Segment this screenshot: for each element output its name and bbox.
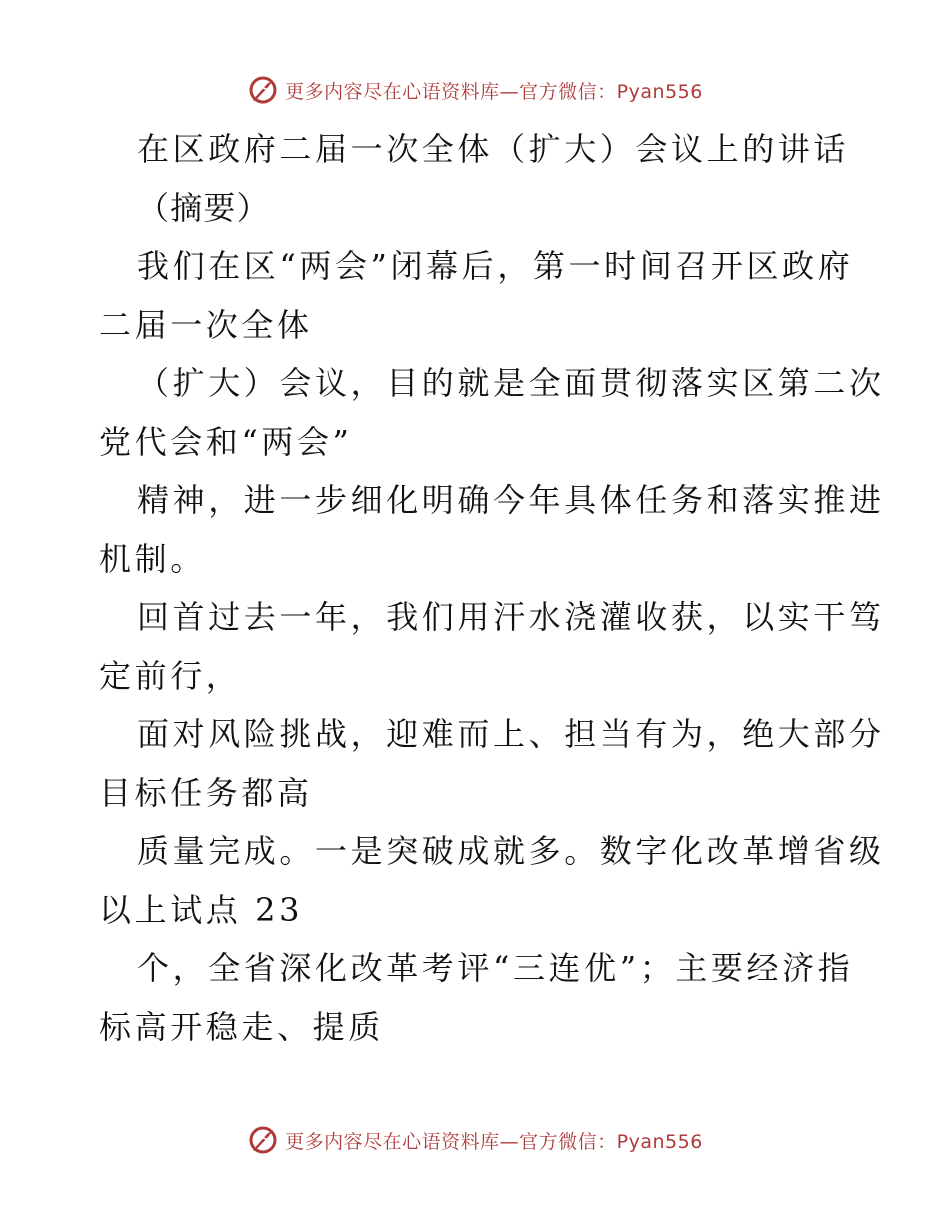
- footer-watermark: [0, 1120, 950, 1160]
- quill-seal-icon: [247, 1124, 279, 1156]
- paragraph-line: 回首过去一年，我们用汗水浇灌收获，以实干笃: [137, 598, 885, 636]
- wechat-id: Pyan556: [616, 80, 703, 103]
- paragraph-line: 我们在区“两会”闭幕后，第一时间召开区政府: [137, 247, 854, 285]
- watermark-text: 更多内容尽在心语资料库—官方微信：Pyan556: [285, 80, 703, 103]
- header-watermark: [0, 70, 950, 110]
- paragraph-line: 机制。: [99, 539, 206, 578]
- paragraph-line: 精神，进一步细化明确今年具体任务和落实推进: [137, 481, 885, 519]
- paragraph-line: 目标任务都高: [99, 773, 313, 812]
- paragraph-line: 标高开稳走、提质: [99, 1007, 384, 1046]
- paragraph-line: 质量完成。一是突破成就多。数字化改革增省级: [137, 832, 885, 870]
- watermark-text: 更多内容尽在心语资料库—官方微信：Pyan556: [285, 1130, 703, 1153]
- document-title: 在区政府二届一次全体（扩大）会议上的讲话: [137, 130, 850, 168]
- quill-seal-icon: [247, 74, 279, 106]
- paragraph-line: 定前行，: [99, 656, 242, 695]
- paragraph-line: 以上试点 23: [99, 890, 304, 929]
- paragraph-line: 二届一次全体: [99, 305, 313, 344]
- document-body: [99, 120, 885, 1056]
- wechat-id: Pyan556: [616, 1130, 703, 1153]
- paragraph-line: 面对风险挑战，迎难而上、担当有为，绝大部分: [137, 715, 885, 753]
- paragraph-line: 党代会和“两会”: [99, 422, 353, 461]
- paragraph-line: （扩大）会议，目的就是全面贯彻落实区第二次: [137, 364, 885, 402]
- document-subtitle: （摘要）: [137, 188, 270, 227]
- paragraph-line: 个，全省深化改革考评“三连优”；主要经济指: [137, 949, 854, 987]
